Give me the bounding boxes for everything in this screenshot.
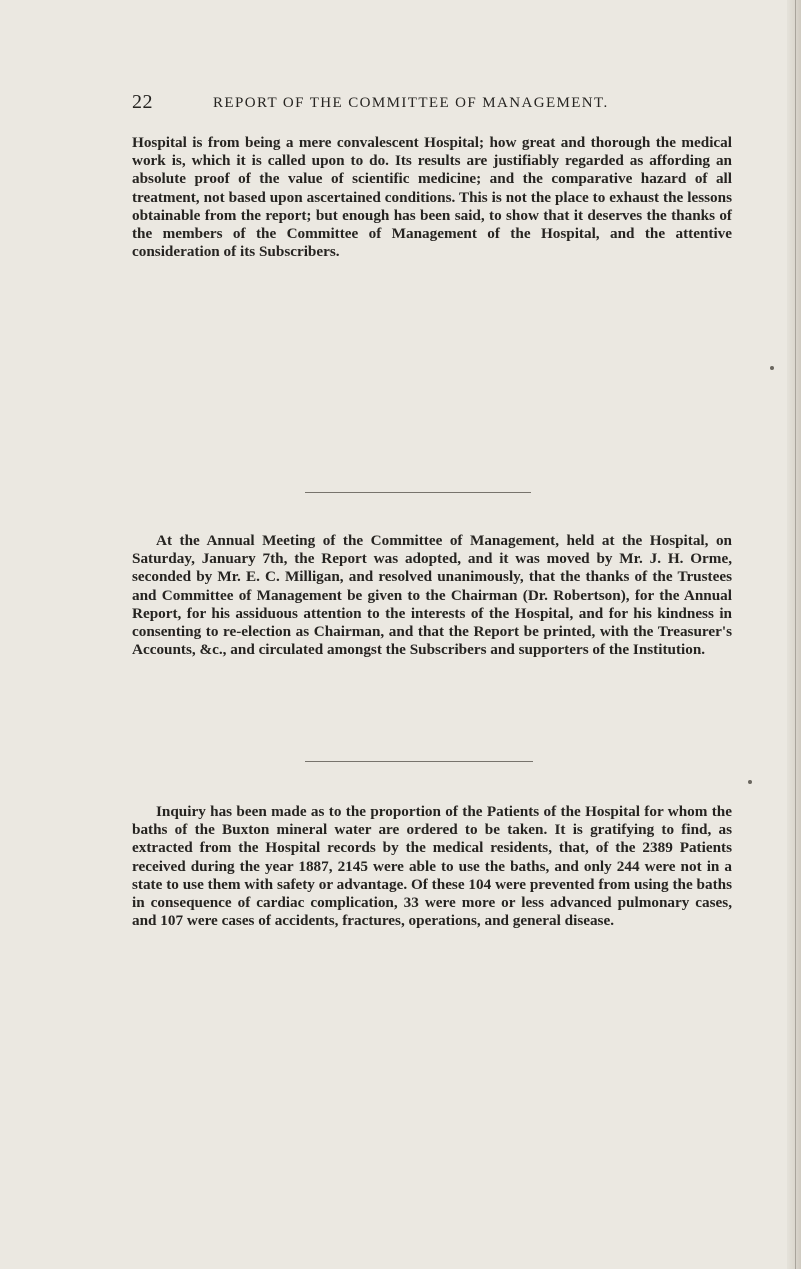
page-edge-line <box>795 0 796 1269</box>
page-edge <box>787 0 801 1269</box>
paragraph-annual-meeting: At the Annual Meeting of the Committee of Management, held at the Hospital, on Saturday, January 7th, the Report was adopted, and it was moved by Mr. J. H. Orme, seconded by Mr. E. C. Milligan, and resolved unanimously, that the thanks of the Trustees and Committee of Management be given to the Chairman (Dr. Robertson), for the Annual Report, for his assiduous attention to the interests of the Hospital, and for his kindness in consenting to re-election as Chairman, and that the Report be printed, with the Treasurer's Accounts, &c., and circulated amongst the Subscribers and supporters of the Institution. <box>132 532 732 659</box>
ink-speck-1 <box>770 366 774 370</box>
section-divider-1 <box>305 492 531 493</box>
page-header <box>132 91 732 115</box>
paragraph-baths-inquiry: Inquiry has been made as to the proportion of the Patients of the Hospital for whom the baths of the Buxton mineral water are ordered to be taken. It is gratifying to find, as extracted from the Hospital records by the medical residents, that, of the 2389 Patients received during the year 1887, 2145 were able to use the baths, and only 244 were not in a state to use them with safety or advantage. Of these 104 were prevented from using the baths in consequence of cardiac complication, 33 were more or less advanced pulmonary cases, and 107 were cases of accidents, fractures, operations, and general disease. <box>132 803 732 930</box>
ink-speck-2 <box>748 780 752 784</box>
page-number: 22 <box>132 91 153 113</box>
section-divider-2 <box>305 761 533 762</box>
paragraph-hospital-report: Hospital is from being a mere convalescent Hospital; how great and thorough the medical work is, which it is called upon to do. Its results are justifiably regarded as affording an absolute proof of the value of scientific medicine; and the comparative hazard of all treatment, not based upon ascertained conditions. This is not the place to exhaust the lessons obtainable from the report; but enough has been said, to show that it deserves the thanks of the members of the Committee of Management of the Hospital, and the attentive consideration of its Subscribers. <box>132 134 732 261</box>
running-head: REPORT OF THE COMMITTEE OF MANAGEMENT. <box>213 95 609 111</box>
